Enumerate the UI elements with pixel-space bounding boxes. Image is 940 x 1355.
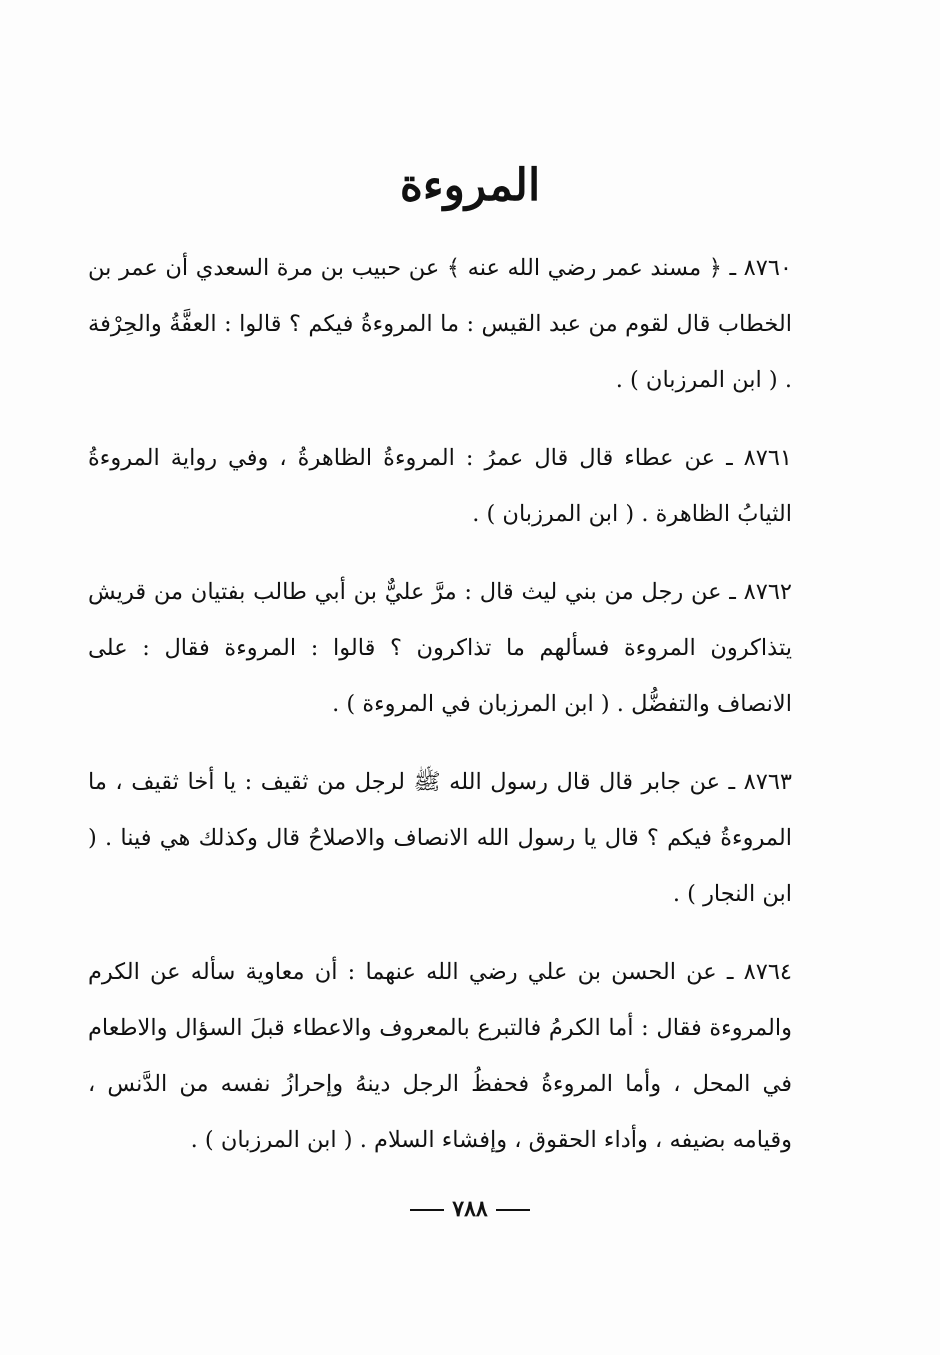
page-footer [0,1196,940,1222]
document-body [88,240,792,1190]
hadith-entry-8760 [88,240,792,408]
entry-text: ٨٧٦١ ـ عن عطاء قال قال عمرُ : المروءةُ الظاهرةُ ، وفي رواية المروءةُ الثيابُ الظاهرة . ( ابن المرزبان ) . [88,445,792,527]
page-title: المروءة [399,160,541,211]
page-number: ٧٨٨ [452,1196,488,1222]
footer-dash-right [410,1209,444,1211]
hadith-entry-8762 [88,564,792,732]
entry-text: ٨٧٦٢ ـ عن رجل من بني ليث قال : مرَّ عليٌّ بن أبي طالب بفتيان من قريش يتذاكرون المروءة فسألهم ما تذاكرون ؟ قالوا : المروءة فقال : على الانصاف والتفضُّل . ( ابن المرزبان في المروءة ) . [88,579,792,717]
entry-text: ٨٧٦٤ ـ عن الحسن بن علي رضي الله عنهما : أن معاوية سأله عن الكرم والمروءة فقال : أما الكرمُ فالتبرع بالمعروف والاعطاء قبلَ السؤال والاطعام في المحل ، وأما المروءةُ فحفظُ الرجل دينهُ وإحرازُ نفسه من الدَّنس ، وقيامه بضيفه ، وأداء الحقوق ، وإفشاء السلام . ( ابن المرزبان ) . [88,959,792,1153]
hadith-entry-8764 [88,944,792,1168]
hadith-entry-8763 [88,754,792,922]
footer-dash-left [496,1209,530,1211]
hadith-entry-8761 [88,430,792,542]
entry-text: ٨٧٦٠ ـ ﴿ مسند عمر رضي الله عنه ﴾ عن حبيب بن مرة السعدي أن عمر بن الخطاب قال لقوم من عبد القيس : ما المروءةُ فيكم ؟ قالوا : العفَّةُ والحِرْفة . ( ابن المرزبان ) . [88,255,792,393]
entry-text: ٨٧٦٣ ـ عن جابر قال قال رسول الله ﷺ لرجل من ثقيف : يا أخا ثقيف ، ما المروءةُ فيكم ؟ قال يا رسول الله الانصاف والاصلاحُ قال وكذلك هي فينا . ( ابن النجار ) . [88,769,792,907]
